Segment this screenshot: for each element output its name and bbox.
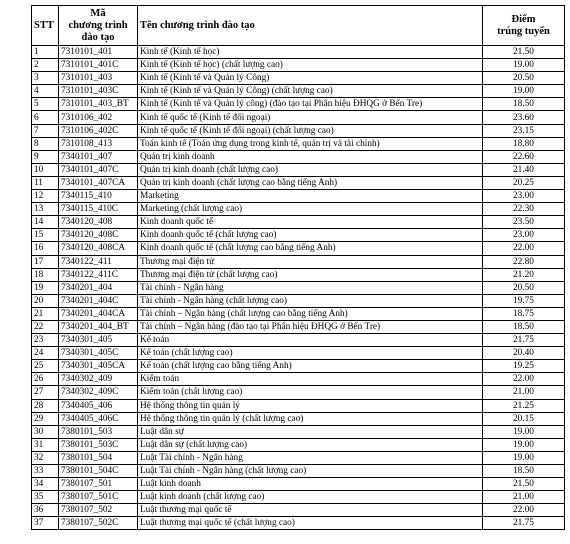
row-program-name: Thương mại điện tử [138,255,483,268]
table-row [32,72,565,85]
row-admission-score: 22.80 [483,255,565,268]
row-program-code: 7340301_405C [59,347,138,360]
row-program-name: Tài chính - Ngân hàng [138,281,483,294]
table-row [32,203,565,216]
row-stt: 22 [32,320,59,333]
table-row [32,386,565,399]
row-program-code: 7380107_501 [59,478,138,491]
row-program-code: 7380101_503 [59,425,138,438]
row-admission-score: 22.30 [483,203,565,216]
row-admission-score: 19.00 [483,451,565,464]
row-stt: 33 [32,465,59,478]
table-row [32,46,565,59]
row-admission-score: 18.50 [483,320,565,333]
table-row [32,517,565,530]
row-stt: 23 [32,334,59,347]
row-program-name: Quản trị kinh doanh (chất lượng cao) [138,163,483,176]
admission-scores-table [31,5,565,530]
row-admission-score: 23.15 [483,124,565,137]
row-admission-score: 20.25 [483,176,565,189]
row-program-code: 7310106_402C [59,124,138,137]
row-admission-score: 19.75 [483,294,565,307]
row-stt: 2 [32,59,59,72]
table-row [32,124,565,137]
row-stt: 18 [32,268,59,281]
table-row [32,373,565,386]
table-row [32,242,565,255]
row-program-code: 7340122_411 [59,255,138,268]
table-row [32,98,565,111]
table-row [32,465,565,478]
row-program-name: Hệ thống thông tin quản lý [138,399,483,412]
row-admission-score: 21.40 [483,163,565,176]
row-program-name: Kế toán (chất lượng cao) [138,347,483,360]
row-admission-score: 18.75 [483,307,565,320]
row-program-code: 7310101_401 [59,46,138,59]
table-row [32,268,565,281]
table-row [32,334,565,347]
row-stt: 5 [32,98,59,111]
row-program-name: Thương mại điện tử (chất lượng cao) [138,268,483,281]
table-row [32,438,565,451]
row-admission-score: 21.50 [483,478,565,491]
row-program-code: 7340405_406 [59,399,138,412]
header-program-code-line1: Mã [90,7,106,19]
row-program-code: 7340201_404C [59,294,138,307]
header-admission-score-line2: trúng tuyển [497,25,550,37]
row-stt: 29 [32,412,59,425]
row-program-name: Kinh tế quốc tế (Kinh tế đối ngoại) [138,111,483,124]
table-row [32,360,565,373]
row-admission-score: 22.00 [483,242,565,255]
table-row [32,294,565,307]
row-admission-score: 21.50 [483,46,565,59]
row-program-name: Marketing (chất lượng cao) [138,203,483,216]
row-program-name: Kinh doanh quốc tế (chất lượng cao) [138,229,483,242]
table-row [32,163,565,176]
row-program-name: Kinh tế (Kinh tế và Quản lý Công) (chất lượng cao) [138,85,483,98]
table-header [32,6,565,46]
row-program-name: Kiểm toán (chất lượng cao) [138,386,483,399]
row-program-name: Kinh doanh quốc tế (chất lượng cao bằng tiếng Anh) [138,242,483,255]
row-program-name: Tài chính – Ngân hàng (đào tạo tại Phân hiệu ĐHQG ở Bến Tre) [138,320,483,333]
row-program-name: Kinh tế (Kinh tế và Quản lý Công) [138,72,483,85]
row-program-code: 7340120_408CA [59,242,138,255]
row-stt: 4 [32,85,59,98]
row-stt: 24 [32,347,59,360]
row-stt: 19 [32,281,59,294]
row-stt: 8 [32,137,59,150]
row-program-name: Tài chính - Ngân hàng (chất lượng cao) [138,294,483,307]
header-program-code [59,6,138,46]
row-admission-score: 23.00 [483,229,565,242]
row-program-code: 7340301_405CA [59,360,138,373]
table-row [32,137,565,150]
row-stt: 30 [32,425,59,438]
row-admission-score: 21.75 [483,517,565,530]
row-admission-score: 21.75 [483,334,565,347]
table-row [32,281,565,294]
row-program-name: Tài chính – Ngân hàng (chất lượng cao bằng tiếng Anh) [138,307,483,320]
row-program-name: Luật Tài chính - Ngân hàng (chất lượng cao) [138,465,483,478]
row-program-code: 7340120_408C [59,229,138,242]
row-program-code: 7340115_410C [59,203,138,216]
row-stt: 35 [32,491,59,504]
row-admission-score: 21.25 [483,399,565,412]
row-program-name: Luật kinh doanh [138,478,483,491]
row-admission-score: 18.50 [483,98,565,111]
table-body [32,46,565,530]
row-program-code: 7340405_406C [59,412,138,425]
row-admission-score: 22.00 [483,504,565,517]
row-stt: 26 [32,373,59,386]
row-stt: 15 [32,229,59,242]
row-program-name: Quản trị kinh doanh [138,150,483,163]
row-program-name: Kinh tế quốc tế (Kinh tế đối ngoại) (chất lượng cao) [138,124,483,137]
row-admission-score: 22.60 [483,150,565,163]
row-program-code: 7380107_501C [59,491,138,504]
row-admission-score: 21.00 [483,386,565,399]
row-program-code: 7380107_502 [59,504,138,517]
row-program-code: 7340302_409C [59,386,138,399]
row-program-name: Quản trị kinh doanh (chất lượng cao bằng tiếng Anh) [138,176,483,189]
row-program-name: Luật dân sự (chất lượng cao) [138,438,483,451]
table-row [32,85,565,98]
table-row [32,150,565,163]
row-program-code: 7340101_407C [59,163,138,176]
table-row [32,491,565,504]
row-program-name: Kinh doanh quốc tế [138,216,483,229]
row-program-name: Luật dân sự [138,425,483,438]
row-admission-score: 20.40 [483,347,565,360]
row-admission-score: 18.80 [483,137,565,150]
row-program-code: 7340122_411C [59,268,138,281]
row-program-name: Luật kinh doanh (chất lượng cao) [138,491,483,504]
table-row [32,425,565,438]
table-row [32,307,565,320]
row-stt: 36 [32,504,59,517]
row-program-code: 7340101_407 [59,150,138,163]
row-program-code: 7340301_405 [59,334,138,347]
row-stt: 16 [32,242,59,255]
row-admission-score: 23.00 [483,190,565,203]
row-admission-score: 19.25 [483,360,565,373]
row-stt: 6 [32,111,59,124]
row-stt: 13 [32,203,59,216]
row-admission-score: 19.00 [483,425,565,438]
table-row [32,229,565,242]
row-program-code: 7310101_401C [59,59,138,72]
row-stt: 37 [32,517,59,530]
row-stt: 17 [32,255,59,268]
row-program-code: 7310106_402 [59,111,138,124]
row-admission-score: 19.00 [483,59,565,72]
row-program-name: Kế toán [138,334,483,347]
table-row [32,255,565,268]
table-row [32,190,565,203]
row-program-code: 7310101_403_BT [59,98,138,111]
row-stt: 14 [32,216,59,229]
row-program-code: 7380101_503C [59,438,138,451]
row-program-name: Hệ thống thông tin quản lý (chất lượng cao) [138,412,483,425]
row-admission-score: 23.50 [483,216,565,229]
header-admission-score-line1: Điểm [511,13,536,25]
row-stt: 3 [32,72,59,85]
row-stt: 1 [32,46,59,59]
header-stt: STT [32,6,59,46]
row-admission-score: 20.15 [483,412,565,425]
row-program-code: 7340201_404 [59,281,138,294]
row-program-code: 7310101_403 [59,72,138,85]
row-program-name: Kiểm toán [138,373,483,386]
row-program-name: Kế toán (chất lượng cao bằng tiếng Anh) [138,360,483,373]
row-program-code: 7340201_404CA [59,307,138,320]
table-row [32,176,565,189]
row-stt: 25 [32,360,59,373]
header-program-name: Tên chương trình đào tạo [138,6,483,46]
table-row [32,111,565,124]
row-program-name: Toán kinh tế (Toán ứng dụng trong kinh tế, quản trị và tài chính) [138,137,483,150]
row-admission-score: 22.00 [483,373,565,386]
row-program-code: 7340101_407CA [59,176,138,189]
row-program-code: 7340201_404_BT [59,320,138,333]
table-row [32,504,565,517]
row-admission-score: 21.00 [483,491,565,504]
table-row [32,399,565,412]
row-stt: 9 [32,150,59,163]
row-stt: 32 [32,451,59,464]
row-stt: 28 [32,399,59,412]
row-admission-score: 18.50 [483,465,565,478]
row-program-code: 7380101_504 [59,451,138,464]
row-stt: 20 [32,294,59,307]
row-program-code: 7380101_504C [59,465,138,478]
row-admission-score: 21.20 [483,268,565,281]
table-row [32,478,565,491]
row-program-name: Luật thương mại quốc tế (chất lượng cao) [138,517,483,530]
header-program-code-line3: đào tạo [81,31,115,43]
row-program-name: Kinh tế (Kinh tế học) (chất lượng cao) [138,59,483,72]
row-program-name: Marketing [138,190,483,203]
table-row [32,59,565,72]
header-program-code-line2: chương trình [68,19,128,31]
row-program-name: Kinh tế (Kinh tế và Quản lý công) (đào tạo tại Phân hiệu ĐHQG ở Bến Tre) [138,98,483,111]
header-row [32,6,565,46]
row-stt: 11 [32,176,59,189]
row-stt: 34 [32,478,59,491]
row-stt: 27 [32,386,59,399]
row-program-name: Luật thương mại quốc tế [138,504,483,517]
row-admission-score: 23.60 [483,111,565,124]
table-row [32,320,565,333]
table-row [32,347,565,360]
row-program-code: 7310108_413 [59,137,138,150]
row-stt: 31 [32,438,59,451]
row-stt: 21 [32,307,59,320]
table-row [32,451,565,464]
row-admission-score: 19.00 [483,438,565,451]
row-stt: 10 [32,163,59,176]
row-stt: 12 [32,190,59,203]
row-program-code: 7340302_409 [59,373,138,386]
row-program-code: 7310101_403C [59,85,138,98]
header-admission-score [483,6,565,46]
row-admission-score: 20.50 [483,72,565,85]
row-program-name: Kinh tế (Kinh tế học) [138,46,483,59]
row-admission-score: 19.00 [483,85,565,98]
row-program-code: 7340115_410 [59,190,138,203]
row-program-name: Luật Tài chính - Ngân hàng [138,451,483,464]
row-admission-score: 20.50 [483,281,565,294]
table-row [32,412,565,425]
row-program-code: 7380107_502C [59,517,138,530]
table-row [32,216,565,229]
row-stt: 7 [32,124,59,137]
row-program-code: 7340120_408 [59,216,138,229]
